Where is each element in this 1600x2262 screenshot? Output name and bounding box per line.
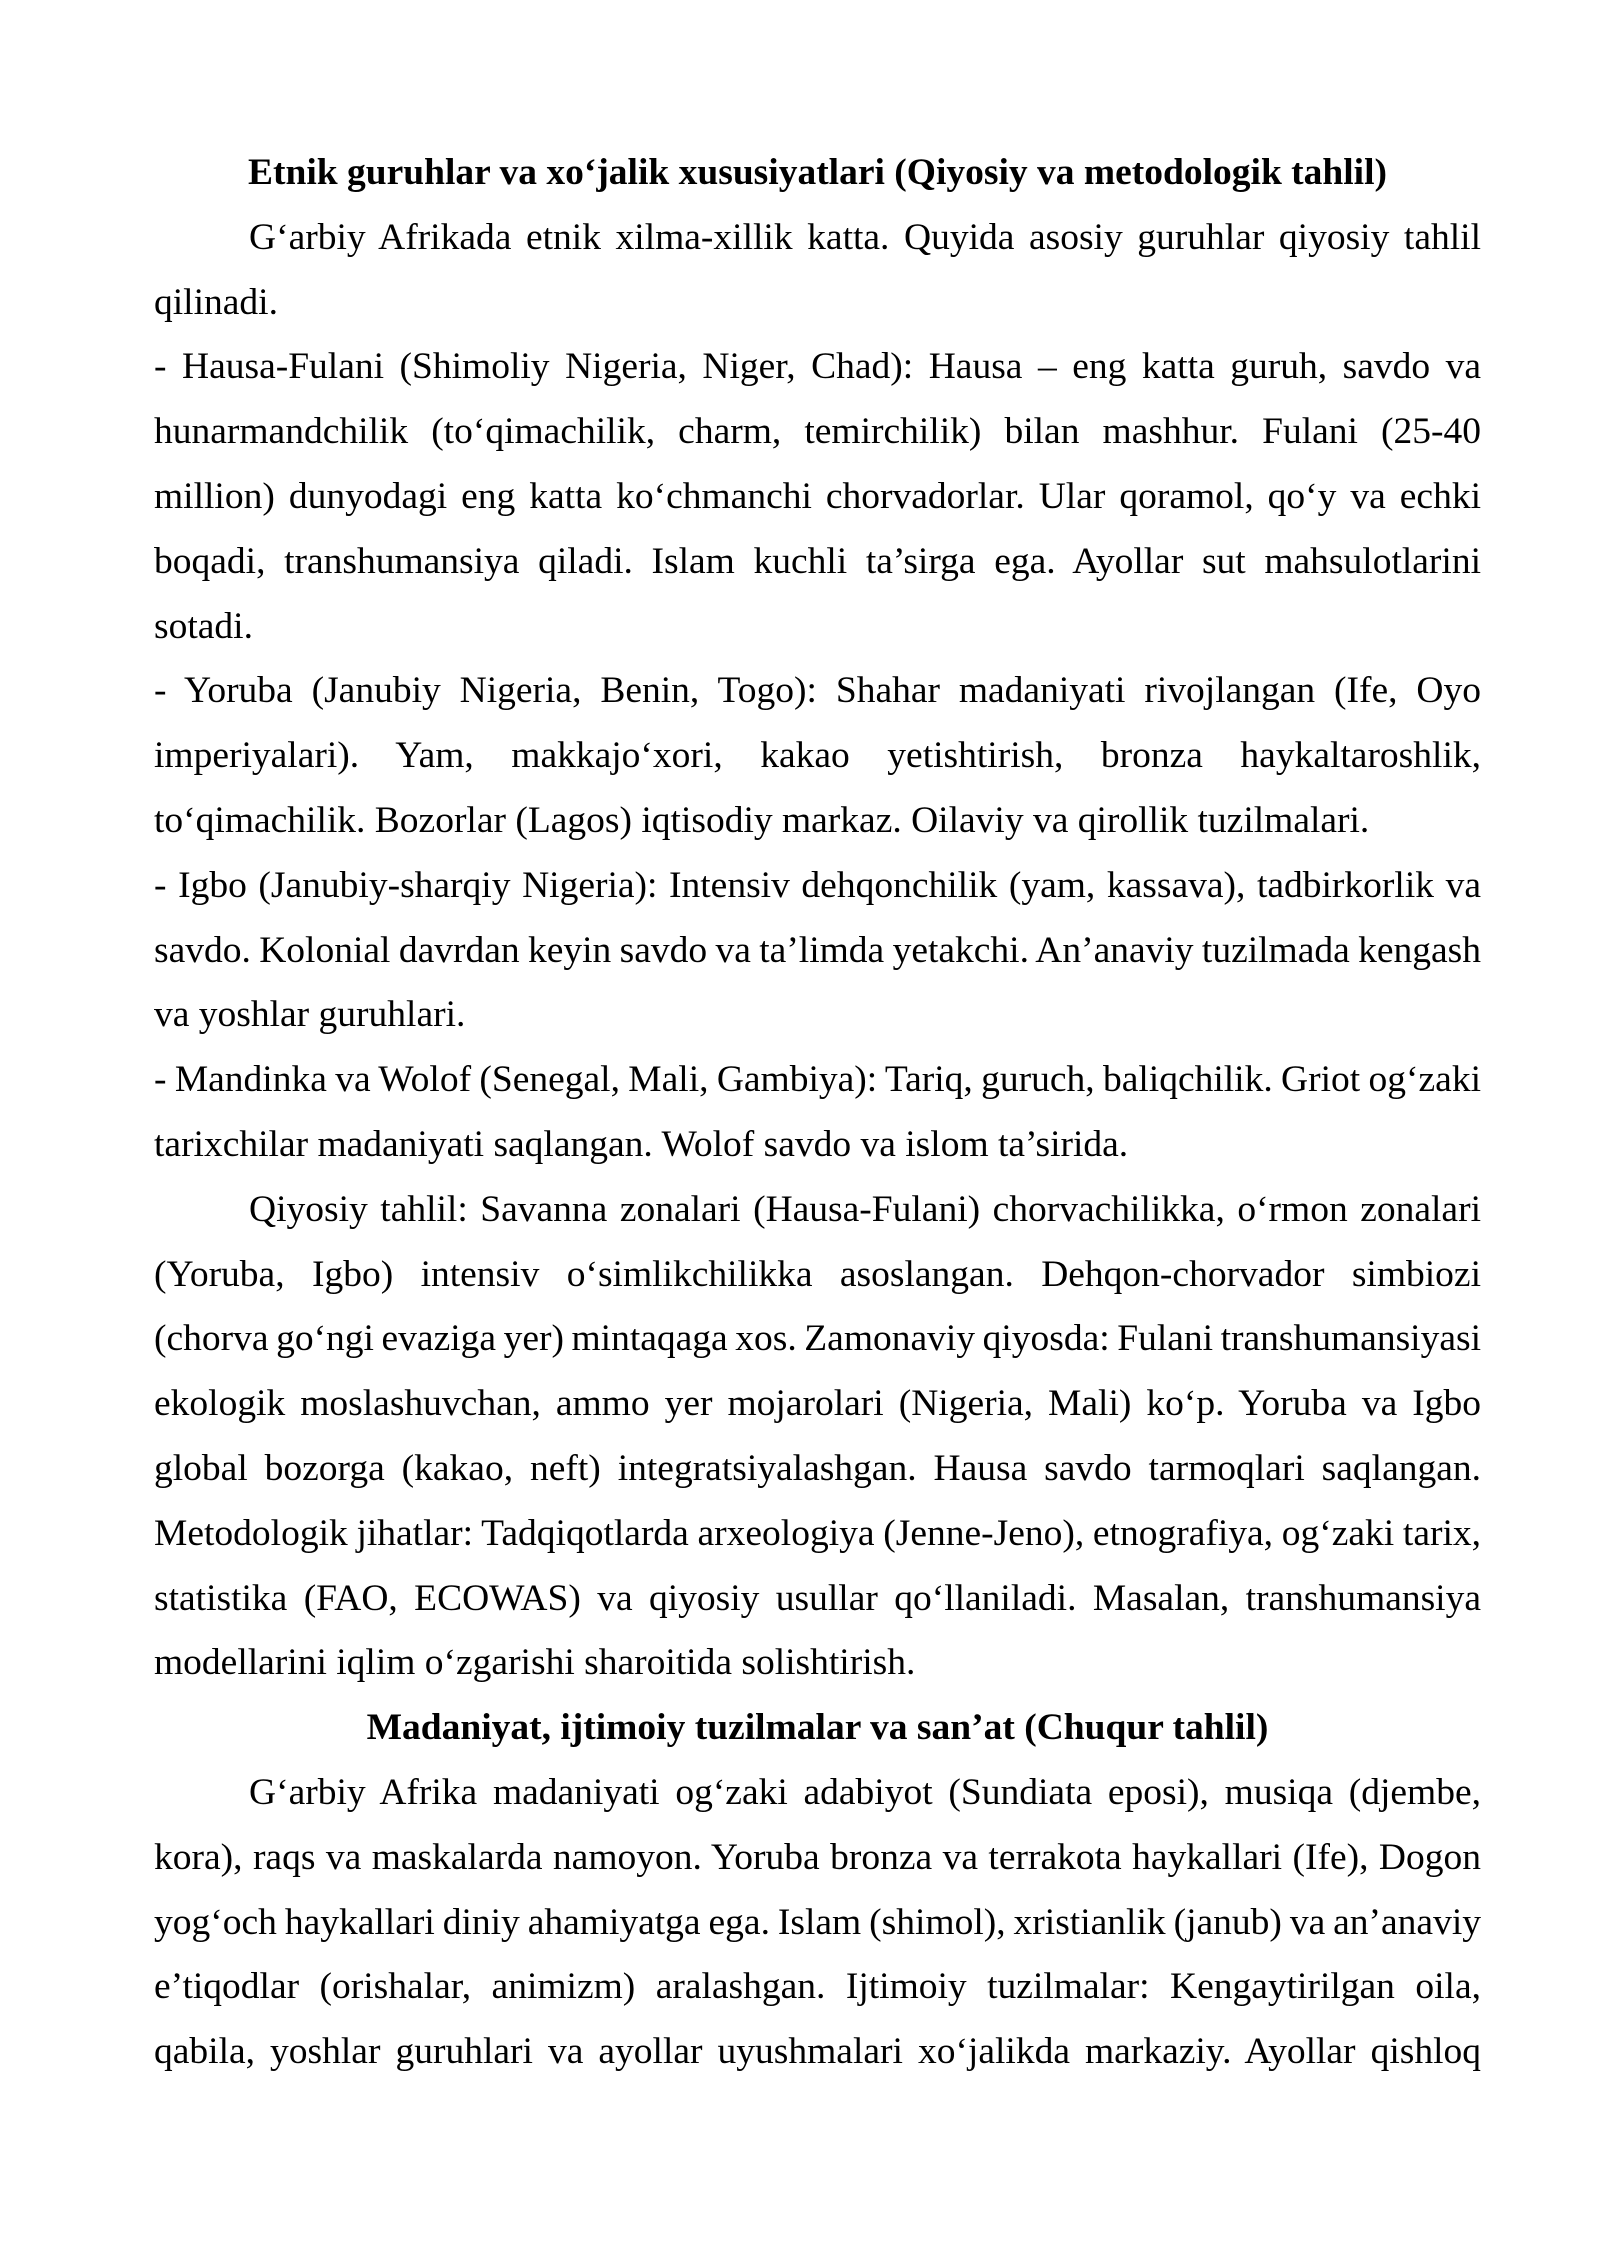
line-text: qilinadi. (154, 281, 278, 323)
text-line (154, 2020, 1481, 2085)
line-text: - Igbo (Janubiy-sharqiy Nigeria): Intensiv dehqonchilik (yam, kassava), tadbirkorlik va (154, 864, 1481, 906)
line-text: e’tiqodlar (orishalar, animizm) aralashgan. Ijtimoiy tuzilmalar: Kengaytirilgan oila, (154, 1966, 1481, 2008)
paragraph (154, 1761, 1481, 2085)
text-line (154, 789, 1481, 854)
line-text: qabila, yoshlar guruhlari va ayollar uyushmalari xo‘jalikda markaziy. Ayollar qishloq (154, 2031, 1481, 2073)
text-line (154, 1826, 1481, 1891)
line-text: modellarini iqlim o‘zgarishi sharoitida solishtirish. (154, 1642, 916, 1684)
line-text: million) dunyodagi eng katta ko‘chmanchi chorvadorlar. Ular qoramol, qo‘y va echki (154, 475, 1481, 517)
line-text: ekologik moslashuvchan, ammo yer mojarolari (Nigeria, Mali) ko‘p. Yoruba va Igbo (154, 1383, 1481, 1425)
line-text: tarixchilar madaniyati saqlangan. Wolof savdo va islom ta’sirida. (154, 1123, 1129, 1165)
text-line (154, 335, 1481, 400)
text-line (154, 1372, 1481, 1437)
line-text: savdo. Kolonial davrdan keyin savdo va ta’limda yetakchi. An’anaviy tuzilmada kengash (154, 929, 1482, 971)
text-line (154, 1567, 1481, 1632)
line-text: yog‘och haykallari diniy ahamiyatga ega. Islam (shimol), xristianlik (janub) va an’anaviy (154, 1901, 1481, 1943)
text-line (154, 1243, 1481, 1308)
list-item (154, 335, 1481, 659)
text-line (154, 1631, 1481, 1696)
text-line (154, 919, 1481, 984)
line-text: sotadi. (154, 605, 253, 647)
text-line (154, 983, 1481, 1048)
line-text: (Yoruba, Igbo) intensiv o‘simlikchilikka asoslangan. Dehqon-chorvador simbiozi (154, 1253, 1481, 1295)
text-line (154, 465, 1481, 530)
paragraph (154, 1178, 1481, 1696)
text-line (154, 1761, 1481, 1826)
text-line (154, 1048, 1481, 1113)
line-text: - Hausa-Fulani (Shimoliy Nigeria, Niger, Chad): Hausa – eng katta guruh, savdo va (154, 346, 1481, 388)
line-text: Metodologik jihatlar: Tadqiqotlarda arxeologiya (Jenne-Jeno), etnografiya, og‘zaki tarix, (154, 1512, 1481, 1554)
text-line (154, 206, 1481, 271)
text-line (154, 400, 1481, 465)
line-text: kora), raqs va maskalarda namoyon. Yoruba bronza va terrakota haykallari (Ife), Dogon (154, 1836, 1481, 1878)
line-text: - Yoruba (Janubiy Nigeria, Benin, Togo): Shahar madaniyati rivojlangan (Ife, Oyo (154, 670, 1481, 712)
line-text: Qiyosiy tahlil: Savanna zonalari (Hausa-Fulani) chorvachilikka, o‘rmon zonalari (249, 1188, 1481, 1230)
list-item (154, 854, 1481, 1048)
section-heading: Madaniyat, ijtimoiy tuzilmalar va san’at (Chuqur tahlil) (366, 1707, 1269, 1749)
line-text: - Mandinka va Wolof (Senegal, Mali, Gambiya): Tariq, guruch, baliqchilik. Griot og‘zaki (154, 1059, 1481, 1101)
list-item (154, 1048, 1481, 1178)
text-line (154, 1502, 1481, 1567)
text-line (154, 724, 1481, 789)
document-section (154, 1696, 1481, 2085)
list-item (154, 659, 1481, 853)
text-line (154, 1891, 1481, 1956)
text-line (154, 1955, 1481, 2020)
text-line (154, 1113, 1481, 1178)
section-heading: Etnik guruhlar va xo‘jalik xususiyatlari (Qiyosiy va metodologik tahlil) (247, 152, 1388, 193)
line-text: statistika (FAO, ECOWAS) va qiyosiy usullar qo‘llaniladi. Masalan, transhumansiya (154, 1577, 1481, 1619)
text-line (154, 1307, 1481, 1372)
text-line (154, 595, 1481, 660)
text-line (154, 530, 1481, 595)
line-text: va yoshlar guruhlari. (154, 994, 466, 1036)
document-section (154, 141, 1481, 1696)
line-text: hunarmandchilik (to‘qimachilik, charm, temirchilik) bilan mashhur. Fulani (25-40 (154, 411, 1481, 453)
line-text: G‘arbiy Afrikada etnik xilma-xillik katta. Quyida asosiy guruhlar qiyosiy tahlil (249, 216, 1481, 258)
text-line (154, 271, 1481, 336)
line-text: global bozorga (kakao, neft) integratsiyalashgan. Hausa savdo tarmoqlari saqlangan. (154, 1447, 1481, 1489)
text-line (154, 854, 1481, 919)
line-text: boqadi, transhumansiya qiladi. Islam kuchli ta’sirga ega. Ayollar sut mahsulotlarini (154, 540, 1481, 582)
text-line (154, 1178, 1481, 1243)
line-text: G‘arbiy Afrika madaniyati og‘zaki adabiyot (Sundiata eposi), musiqa (djembe, (249, 1771, 1481, 1813)
line-text: to‘qimachilik. Bozorlar (Lagos) iqtisodiy markaz. Oilaviy va qirollik tuzilmalari. (154, 799, 1370, 841)
text-line (154, 1437, 1481, 1502)
document-body (154, 141, 1481, 2085)
line-text: (chorva go‘ngi evaziga yer) mintaqaga xos. Zamonaviy qiyosda: Fulani transhumansiyasi (154, 1318, 1481, 1360)
line-text: imperiyalari). Yam, makkajo‘xori, kakao yetishtirish, bronza haykaltaroshlik, (154, 735, 1481, 777)
text-line (154, 659, 1481, 724)
paragraph (154, 206, 1481, 336)
